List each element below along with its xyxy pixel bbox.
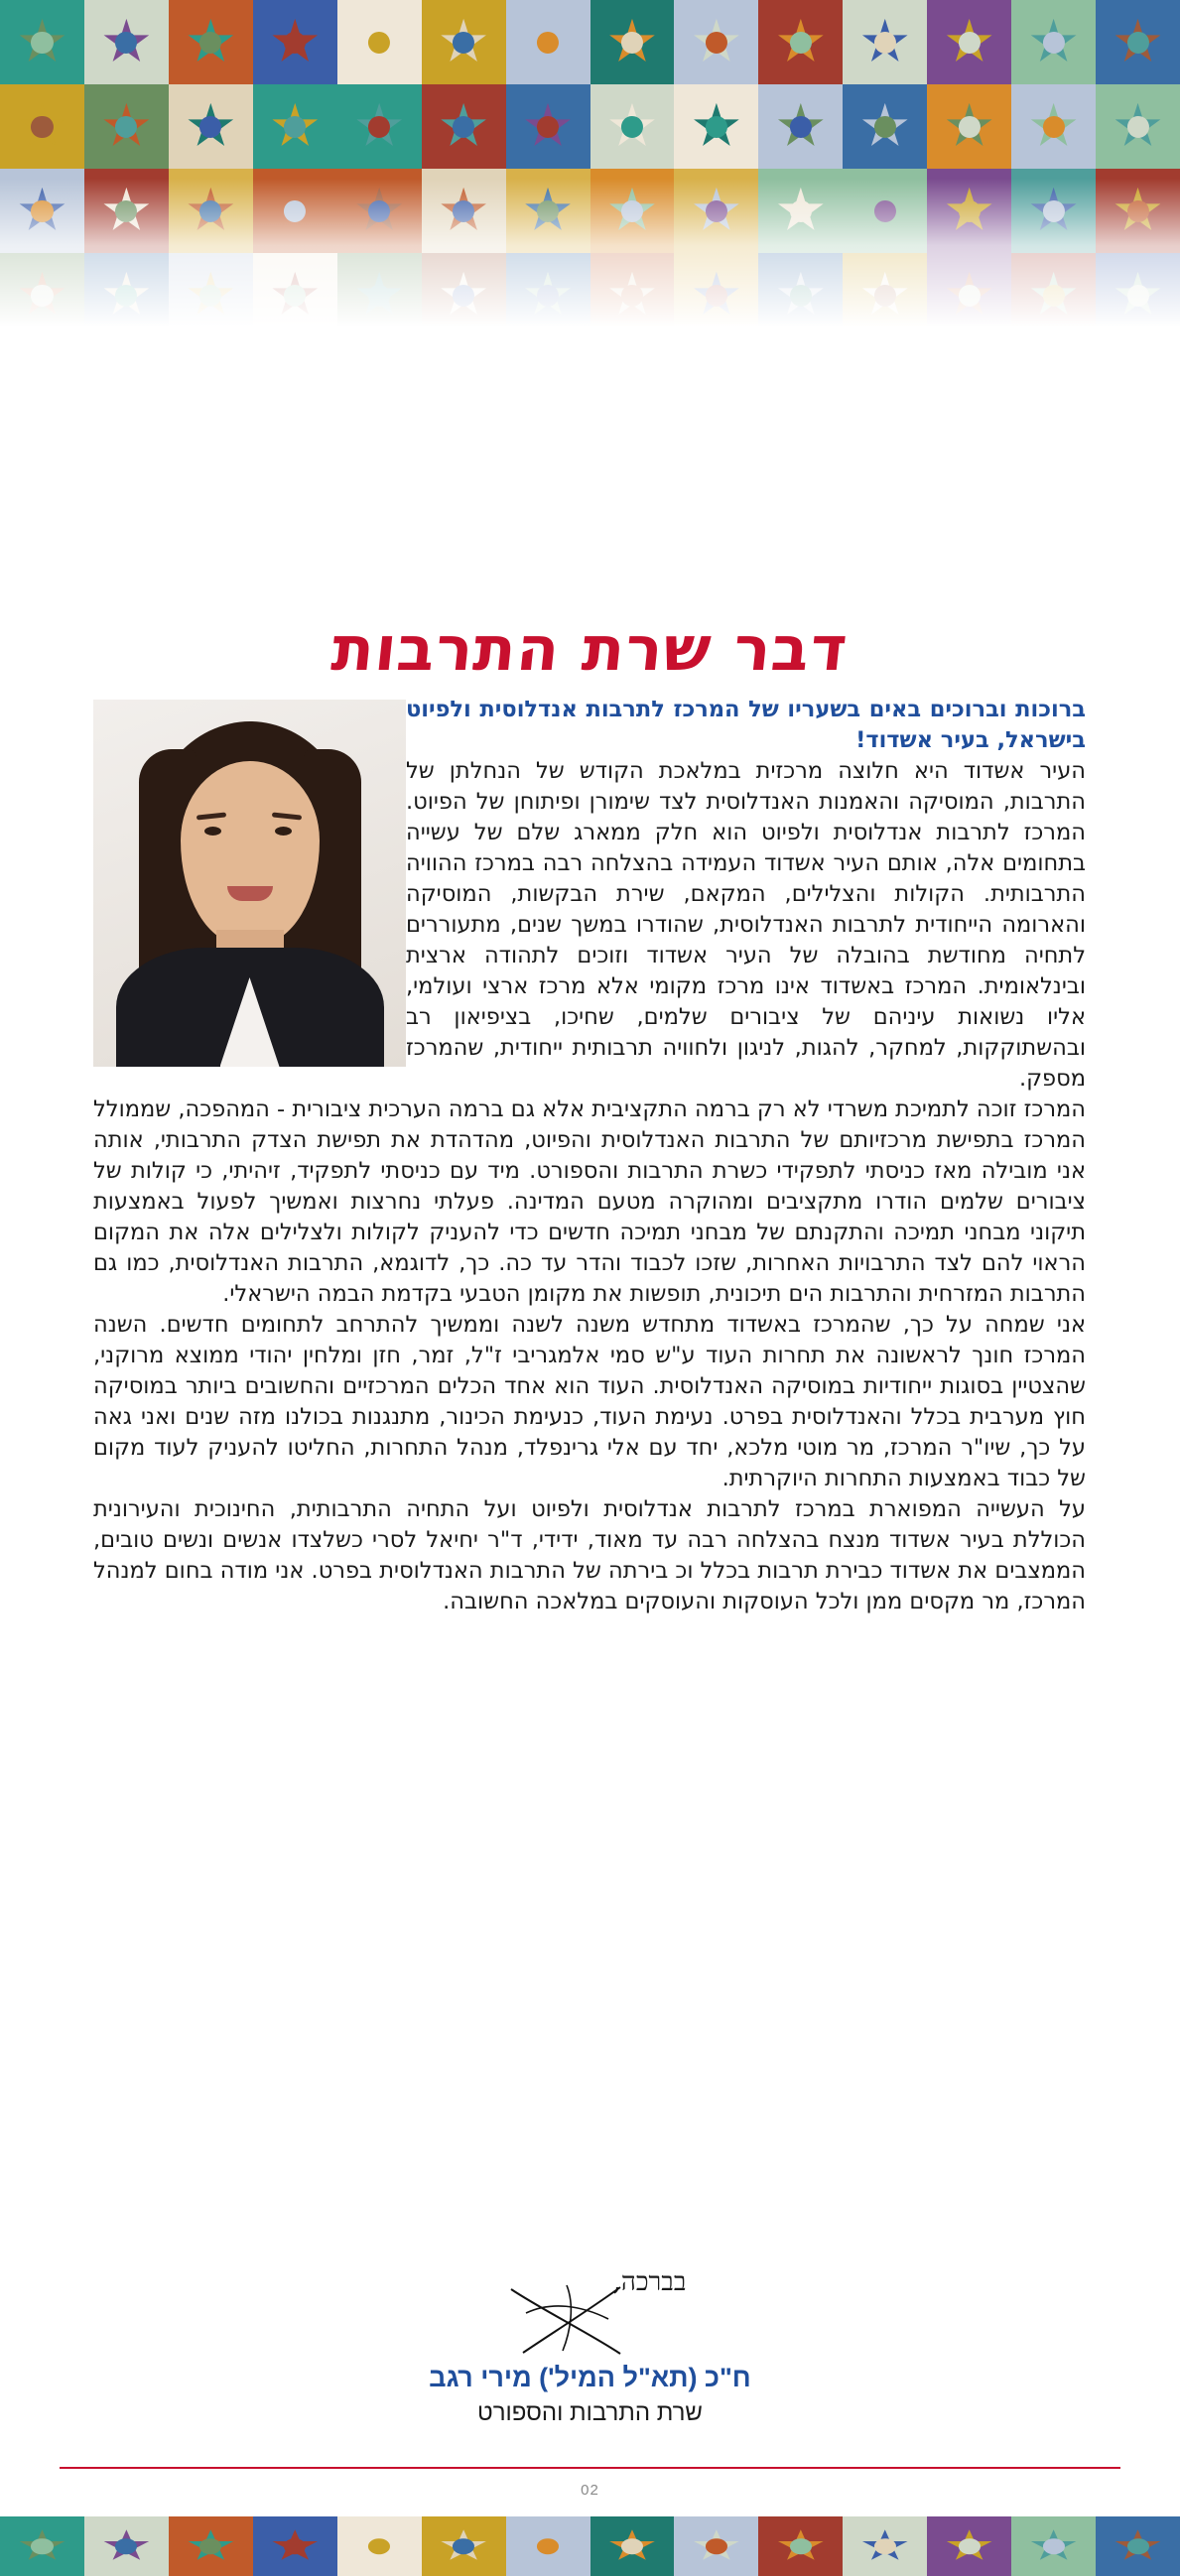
mosaic-star-icon xyxy=(608,2529,656,2563)
mosaic-tile xyxy=(84,2516,169,2576)
mosaic-dot xyxy=(199,115,221,137)
mosaic-dot xyxy=(537,2538,559,2554)
mosaic-star-icon xyxy=(1114,103,1162,151)
mosaic-dot xyxy=(31,2538,53,2554)
mosaic-dot xyxy=(537,31,559,53)
mosaic-tile xyxy=(337,0,422,84)
mosaic-star-icon xyxy=(103,103,151,151)
mosaic-tile xyxy=(590,169,675,253)
mosaic-star-icon xyxy=(524,2529,572,2563)
mosaic-star-icon xyxy=(861,19,909,66)
mosaic-dot xyxy=(284,2538,306,2554)
mosaic-dot xyxy=(453,199,474,221)
mosaic-dot xyxy=(706,284,727,306)
mosaic-tile xyxy=(0,84,84,169)
mosaic-star-icon xyxy=(440,188,487,235)
mosaic-dot xyxy=(1043,2538,1065,2554)
mosaic-dot xyxy=(959,2538,981,2554)
mosaic-tile xyxy=(0,0,84,84)
mosaic-tile xyxy=(422,169,506,253)
mosaic-star-icon xyxy=(693,188,740,235)
mosaic-dot xyxy=(874,2538,896,2554)
mosaic-dot xyxy=(959,199,981,221)
mosaic-dot xyxy=(621,284,643,306)
mosaic-dot xyxy=(790,2538,812,2554)
mosaic-tile xyxy=(169,253,253,327)
mosaic-dot xyxy=(1043,199,1065,221)
mosaic-star-icon xyxy=(1030,19,1078,66)
mosaic-star-icon xyxy=(19,103,66,151)
mosaic-tile xyxy=(506,253,590,327)
signature-name: ח"כ (תא"ל המיל') מירי רגב xyxy=(429,2363,751,2392)
mosaic-star-icon xyxy=(1030,103,1078,151)
mosaic-dot xyxy=(1043,31,1065,53)
mosaic-tile xyxy=(843,84,927,169)
mosaic-star-icon xyxy=(777,188,825,235)
mosaic-tile xyxy=(169,0,253,84)
mosaic-tile xyxy=(337,253,422,327)
mosaic-dot xyxy=(453,284,474,306)
mosaic-dot xyxy=(199,31,221,53)
mosaic-tile xyxy=(506,0,590,84)
mosaic-dot xyxy=(621,115,643,137)
mosaic-tile xyxy=(1011,253,1096,327)
mosaic-dot xyxy=(874,199,896,221)
mosaic-dot xyxy=(31,115,53,137)
mosaic-dot xyxy=(115,115,137,137)
mosaic-dot xyxy=(621,199,643,221)
mosaic-tile xyxy=(0,253,84,327)
mosaic-tile xyxy=(84,0,169,84)
handwritten-signature-icon xyxy=(471,2279,710,2359)
mosaic-dot xyxy=(959,284,981,306)
mosaic-tile xyxy=(253,0,337,84)
mosaic-star-icon xyxy=(271,103,319,151)
mosaic-tile xyxy=(1011,169,1096,253)
mosaic-tile xyxy=(927,84,1011,169)
mosaic-dot xyxy=(706,31,727,53)
mosaic-star-icon xyxy=(440,272,487,320)
mosaic-tile xyxy=(253,253,337,327)
mosaic-star-icon xyxy=(777,2529,825,2563)
mosaic-dot xyxy=(115,284,137,306)
mosaic-dot xyxy=(874,115,896,137)
mosaic-tile xyxy=(84,169,169,253)
mosaic-star-icon xyxy=(103,19,151,66)
mosaic-tile xyxy=(253,169,337,253)
mosaic-star-icon xyxy=(188,19,235,66)
mosaic-star-icon xyxy=(861,272,909,320)
mosaic-star-icon xyxy=(1030,188,1078,235)
mosaic-dot xyxy=(368,115,390,137)
mosaic-star-icon xyxy=(693,103,740,151)
mosaic-dot xyxy=(706,2538,727,2554)
mosaic-dot xyxy=(453,2538,474,2554)
mosaic-star-icon xyxy=(19,188,66,235)
mosaic-star-icon xyxy=(355,272,403,320)
mosaic-dot xyxy=(1043,115,1065,137)
mosaic-star-icon xyxy=(1114,19,1162,66)
mosaic-dot xyxy=(31,199,53,221)
mosaic-tile xyxy=(590,253,675,327)
mosaic-dot xyxy=(1126,31,1148,53)
mosaic-star-icon xyxy=(440,2529,487,2563)
mosaic-tile xyxy=(506,169,590,253)
paragraph-3: אני שמחה על כך, שהמרכז באשדוד מתחדש משנה לשנה וממשיך להתרחב לתחומים חדשים. השנה המרכז חונך לראשונה את תחרות העוד ע"ש סמי אלמגריבי ז"ל, זמר, חזן ומלחין יהודי ממוצא מרוקני, שהצטיין בסוגות ייחודיות במוסיקה האנדלוסית. העוד הוא אחד הכלים המרכזיים והחשובים ביותר במוסיקה חוץ מערבית בכלל והאנדלוסית בפרט. נעימת העוד, כנעימת הכינור, מתנגנות בכולנו מזה שנים ואני גאה על כך, שיו"ר המרכז, מר מוטי מלכא, יחד עם אלי גרינפלד, מנהל התחרות, החליטו להעניק לעוד מקום של כבוד באמצעות התחרות היוקרתית. xyxy=(93,1312,1086,1491)
mosaic-star-icon xyxy=(777,19,825,66)
mosaic-star-icon xyxy=(1114,188,1162,235)
mosaic-dot xyxy=(790,199,812,221)
mosaic-star-icon xyxy=(608,103,656,151)
mosaic-tile xyxy=(1096,253,1180,327)
mosaic-tile xyxy=(337,169,422,253)
mosaic-star-icon xyxy=(524,272,572,320)
mosaic-tile xyxy=(0,2516,84,2576)
mosaic-tile xyxy=(843,253,927,327)
mosaic-tile xyxy=(927,169,1011,253)
mosaic-star-icon xyxy=(355,2529,403,2563)
mosaic-star-icon xyxy=(271,19,319,66)
mosaic-tile xyxy=(422,2516,506,2576)
mosaic-tile xyxy=(253,84,337,169)
mosaic-dot xyxy=(874,284,896,306)
signature-closing: בברכה, xyxy=(612,2267,687,2297)
mosaic-tile xyxy=(927,253,1011,327)
mosaic-dot xyxy=(368,284,390,306)
mosaic-dot xyxy=(368,31,390,53)
mosaic-tile xyxy=(1011,84,1096,169)
mosaic-star-icon xyxy=(693,19,740,66)
mosaic-star-icon xyxy=(440,19,487,66)
mosaic-star-icon xyxy=(946,19,993,66)
mosaic-tile xyxy=(169,169,253,253)
decorative-mosaic-top xyxy=(0,0,1180,327)
mosaic-star-icon xyxy=(608,272,656,320)
mosaic-tile xyxy=(84,84,169,169)
mosaic-tile xyxy=(758,2516,843,2576)
mosaic-tile xyxy=(758,84,843,169)
mosaic-dot xyxy=(621,2538,643,2554)
lead-paragraph: ברוכות וברוכים באים בשעריו של המרכז לתרבות אנדלוסית ולפיוט בישראל, בעיר אשדוד! xyxy=(406,697,1086,753)
mosaic-star-icon xyxy=(188,2529,235,2563)
mosaic-dot xyxy=(115,31,137,53)
mosaic-star-icon xyxy=(103,2529,151,2563)
mosaic-dot xyxy=(959,31,981,53)
mosaic-dot xyxy=(199,199,221,221)
mosaic-tile xyxy=(253,2516,337,2576)
mosaic-star-icon xyxy=(355,103,403,151)
mosaic-dot xyxy=(453,115,474,137)
mosaic-tile xyxy=(674,2516,758,2576)
mosaic-star-icon xyxy=(188,188,235,235)
mosaic-star-icon xyxy=(608,19,656,66)
mosaic-dot xyxy=(706,115,727,137)
mosaic-star-icon xyxy=(19,2529,66,2563)
mosaic-tile xyxy=(674,253,758,327)
paragraph-1: העיר אשדוד היא חלוצה מרכזית במלאכת הקודש של הנחלתן של התרבות, המוסיקה והאמנות האנדלוסית לצד שימורן ופיתוחן של הפיוט. המרכז לתרבות אנדלוסית ולפיוט הוא חלק ממארג שלם של עשייה בתחומים אלה, אותם העיר אשדוד העמידה בהצלחה רבה במרכז ההוויה התרבותית. הקולות והצלילים, המקאם, שירת הבקשות, המוסיקה והארומה הייחודית לתרבות האנדלוסית, שהודרו במשך שנים, מתעוררים לתחיה מחודשת בהובלה של העיר אשדוד וזוכים לתהודה ארצית ובינלאומית. המרכז באשדוד אינו מרכז מקומי אלא מרכז ארצי ועולמי, אליו נשואות עיניהם של ציבורים שלמים, שחיכו, בציפיאון רב ובהשתוקקות, למחקר, להגות, לניגון ולחוויה תרבותית ייחודית, שהמרכז מספק. xyxy=(406,758,1086,1092)
mosaic-star-icon xyxy=(19,272,66,320)
signature-role: שרת התרבות והספורט xyxy=(477,2399,703,2426)
mosaic-star-icon xyxy=(1030,272,1078,320)
mosaic-star-icon xyxy=(103,272,151,320)
mosaic-dot xyxy=(790,284,812,306)
portrait-photo xyxy=(93,700,406,1067)
mosaic-tile xyxy=(169,2516,253,2576)
mosaic-tile xyxy=(843,169,927,253)
mosaic-tile xyxy=(422,253,506,327)
mosaic-tile xyxy=(0,169,84,253)
mosaic-dot xyxy=(31,284,53,306)
mosaic-dot xyxy=(537,199,559,221)
mosaic-star-icon xyxy=(103,188,151,235)
mosaic-star-icon xyxy=(524,188,572,235)
mosaic-dot xyxy=(284,199,306,221)
footer-divider xyxy=(60,2467,1120,2469)
mosaic-dot xyxy=(115,2538,137,2554)
mosaic-dot xyxy=(621,31,643,53)
mosaic-dot xyxy=(453,31,474,53)
mosaic-star-icon xyxy=(693,2529,740,2563)
mosaic-tile xyxy=(758,169,843,253)
mosaic-star-icon xyxy=(777,272,825,320)
mosaic-dot xyxy=(959,115,981,137)
mosaic-star-icon xyxy=(861,188,909,235)
page-title: דבר שרת התרבות xyxy=(328,611,852,685)
mosaic-dot xyxy=(115,199,137,221)
mosaic-star-icon xyxy=(19,19,66,66)
mosaic-dot xyxy=(284,115,306,137)
mosaic-tile xyxy=(169,84,253,169)
mosaic-tile xyxy=(337,84,422,169)
mosaic-star-icon xyxy=(946,2529,993,2563)
article-body xyxy=(93,695,1086,1617)
mosaic-tile xyxy=(506,84,590,169)
mosaic-star-icon xyxy=(524,19,572,66)
mosaic-tile xyxy=(1096,0,1180,84)
mosaic-dot xyxy=(1126,115,1148,137)
paragraph-4: על העשייה המפוארת במרכז לתרבות אנדלוסית ולפיוט ועל התחיה התרבותית, החינוכית והעירונית הכוללת בעיר אשדוד מנצח בהצלחה רבה עד מאוד, ידידי, ד"ר יחיאל לסרי כשלצדו אנשים ונשים טובים, הממצבים את אשדוד כבירת תרבות בכלל וכ בירתה של התרבות האנדלוסית בפרט. אני מודה בחום למנהל המרכז, מר מקסים ממן ולכל העוסקות והעוסקים במלאכה החשובה. xyxy=(93,1496,1086,1614)
mosaic-tile xyxy=(1011,0,1096,84)
mosaic-tile xyxy=(758,253,843,327)
mosaic-dot xyxy=(1126,199,1148,221)
mosaic-tile xyxy=(1011,2516,1096,2576)
mosaic-tile xyxy=(843,2516,927,2576)
mosaic-star-icon xyxy=(946,103,993,151)
mosaic-dot xyxy=(874,31,896,53)
mosaic-star-icon xyxy=(1114,2529,1162,2563)
mosaic-dot xyxy=(790,31,812,53)
mosaic-star-icon xyxy=(946,272,993,320)
mosaic-dot xyxy=(790,115,812,137)
mosaic-tile xyxy=(1096,169,1180,253)
mosaic-tile xyxy=(843,0,927,84)
mosaic-dot xyxy=(368,199,390,221)
mosaic-star-icon xyxy=(271,272,319,320)
mosaic-star-icon xyxy=(1030,2529,1078,2563)
mosaic-dot xyxy=(537,115,559,137)
mosaic-star-icon xyxy=(861,2529,909,2563)
paragraph-2: המרכז זוכה לתמיכת משרדי לא רק ברמה התקציבית אלא גם ברמה הערכית ציבורית - המהפכה, שממולל המרכז בתפישת מרכזיותם של התרבות האנדלוסית והפיוט, מהדהדת את תפישת הצדק התרבותי, אותה אני מובילה מאז כניסתי לתפקידי כשרת התרבות והספורט. מיד עם כניסתי לתפקיד, זיהיתי, כי קולות של ציבורים שלמים הודרו מתקציבים ומהוקרה מטעם המדינה. פעלתי נחרצות ואמשיך לפעול באמצעות תיקוני מבחני תמיכה והתקנתם של מבחני תמיכה חדשים כדי להעניק לקולות ולצלילים אלה את המקום הראוי להם לצד התרבויות האחרות, שזכו לכבוד והדר עד כה. כך, לדוגמא, התרבות האנדלוסית, כמו גם התרבות המזרחית והתרבות הים תיכונית, תופשות את מקומן הטבעי בקדמת הבמה הישראלי. xyxy=(93,1096,1086,1307)
mosaic-tile xyxy=(674,169,758,253)
mosaic-tile xyxy=(590,84,675,169)
mosaic-star-icon xyxy=(1114,272,1162,320)
mosaic-tile xyxy=(758,0,843,84)
mosaic-star-icon xyxy=(440,103,487,151)
mosaic-tile xyxy=(674,84,758,169)
mosaic-dot xyxy=(1126,284,1148,306)
mosaic-tile xyxy=(84,253,169,327)
decorative-mosaic-bottom xyxy=(0,2516,1180,2576)
mosaic-star-icon xyxy=(355,19,403,66)
mosaic-tile xyxy=(927,2516,1011,2576)
mosaic-tile xyxy=(422,84,506,169)
mosaic-star-icon xyxy=(524,103,572,151)
mosaic-dot xyxy=(199,284,221,306)
mosaic-tile xyxy=(674,0,758,84)
mosaic-dot xyxy=(284,284,306,306)
mosaic-dot xyxy=(1043,284,1065,306)
mosaic-dot xyxy=(31,31,53,53)
mosaic-dot xyxy=(284,31,306,53)
mosaic-star-icon xyxy=(188,103,235,151)
mosaic-dot xyxy=(368,2538,390,2554)
mosaic-dot xyxy=(199,2538,221,2554)
mosaic-tile xyxy=(927,0,1011,84)
mosaic-dot xyxy=(706,199,727,221)
page-number: 02 xyxy=(581,2482,599,2499)
mosaic-tile xyxy=(1096,84,1180,169)
mosaic-dot xyxy=(1126,2538,1148,2554)
mosaic-tile xyxy=(506,2516,590,2576)
mosaic-tile xyxy=(1096,2516,1180,2576)
mosaic-star-icon xyxy=(608,188,656,235)
mosaic-star-icon xyxy=(946,188,993,235)
signature-block xyxy=(0,2267,1180,2427)
mosaic-tile xyxy=(422,0,506,84)
mosaic-star-icon xyxy=(693,272,740,320)
mosaic-tile xyxy=(590,2516,675,2576)
mosaic-star-icon xyxy=(355,188,403,235)
mosaic-tile xyxy=(337,2516,422,2576)
mosaic-star-icon xyxy=(777,103,825,151)
mosaic-star-icon xyxy=(271,188,319,235)
mosaic-star-icon xyxy=(861,103,909,151)
mosaic-tile xyxy=(590,0,675,84)
mosaic-star-icon xyxy=(271,2529,319,2563)
mosaic-dot xyxy=(537,284,559,306)
mosaic-star-icon xyxy=(188,272,235,320)
